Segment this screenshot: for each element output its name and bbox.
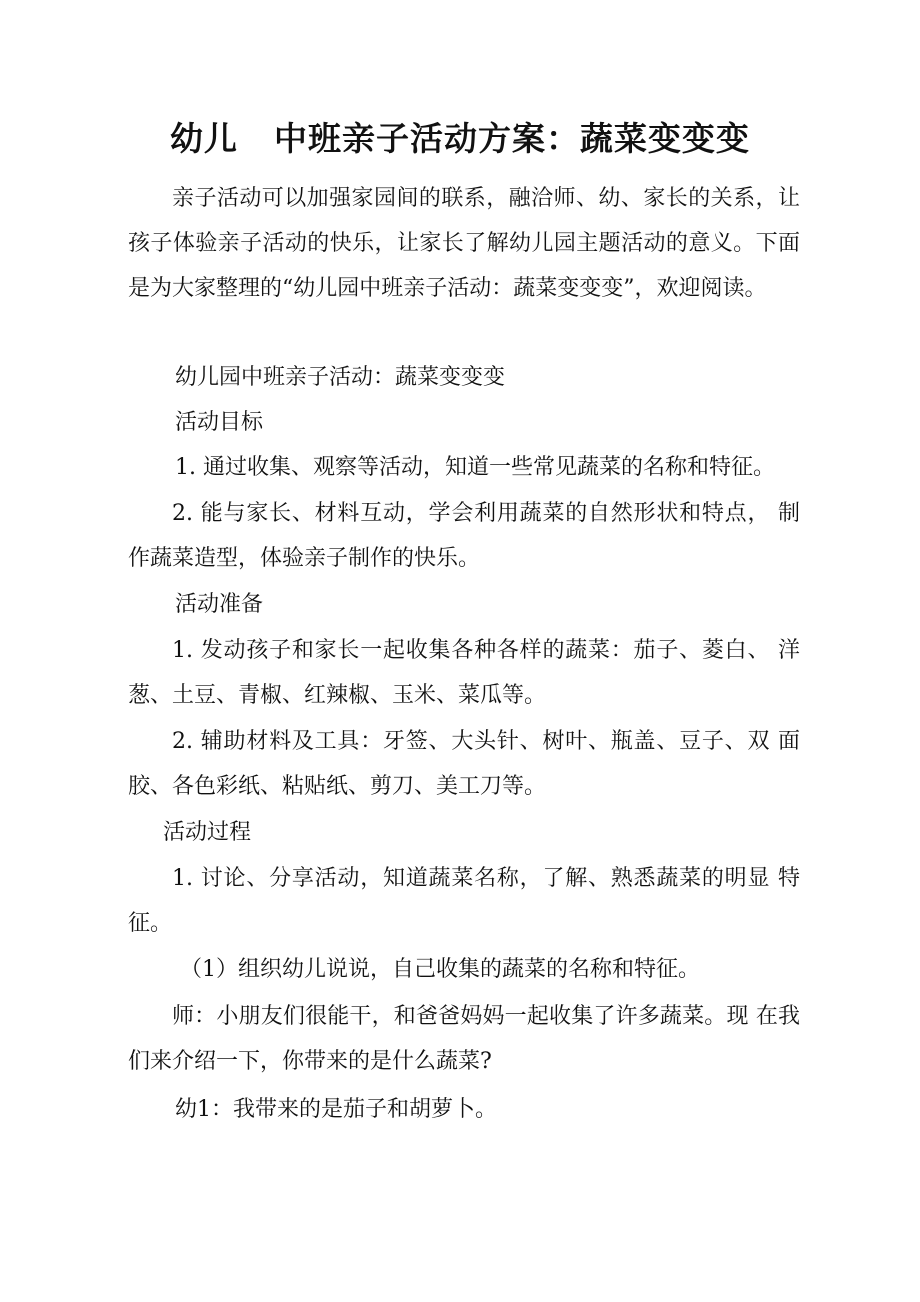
intro-paragraph: 亲子活动可以加强家园间的联系，融洽师、幼、家长的关系，让孩子体验亲子活动的快乐，让家长了解幼儿园主题活动的意义。下面是为大家整理的“幼儿园中班亲子活动：蔬菜变变变”，欢迎阅读。 [128,186,800,301]
document-title [0,115,920,163]
preparation-item-2: 2. 辅助材料及工具：牙签、大头针、树叶、瓶盖、豆子、双 面胶、各色彩纸、粘贴纸、剪刀、美工刀等。 [128,729,800,799]
preparation-item-1: 1. 发动孩子和家长一起收集各种各样的蔬菜：茄子、菱白、 洋葱、土豆、青椒、红辣椒、玉米、菜瓜等。 [128,638,800,708]
title-part-2: 中班亲子活动方案：蔬菜变变变 [274,119,750,158]
child-dialogue: 幼1：我带来的是茄子和胡萝卜。 [175,1097,497,1122]
goal-item-1: 1. 通过收集、观察等活动，知道一些常见蔬菜的名称和特征。 [175,455,775,480]
activity-subtitle: 幼儿园中班亲子活动：蔬菜变变变 [175,365,506,390]
goals-heading: 活动目标 [175,410,264,435]
preparation-heading: 活动准备 [175,592,264,617]
teacher-dialogue: 师：小朋友们很能干，和爸爸妈妈一起收集了许多蔬菜。现 在我们来介绍一下，你带来的是什么蔬菜? [128,1004,800,1074]
goal-item-2: 2. 能与家长、材料互动，学会利用蔬菜的自然形状和特点， 制作蔬菜造型，体验亲子制作的快乐。 [128,501,800,571]
process-item-1: 1. 讨论、分享活动，知道蔬菜名称，了解、熟悉蔬菜的明显 特征。 [128,866,800,936]
process-heading: 活动过程 [163,820,252,845]
title-part-1: 幼儿 [170,119,238,158]
process-subitem-1: （1）组织幼儿说说，自己收集的蔬菜的名称和特征。 [180,957,700,982]
